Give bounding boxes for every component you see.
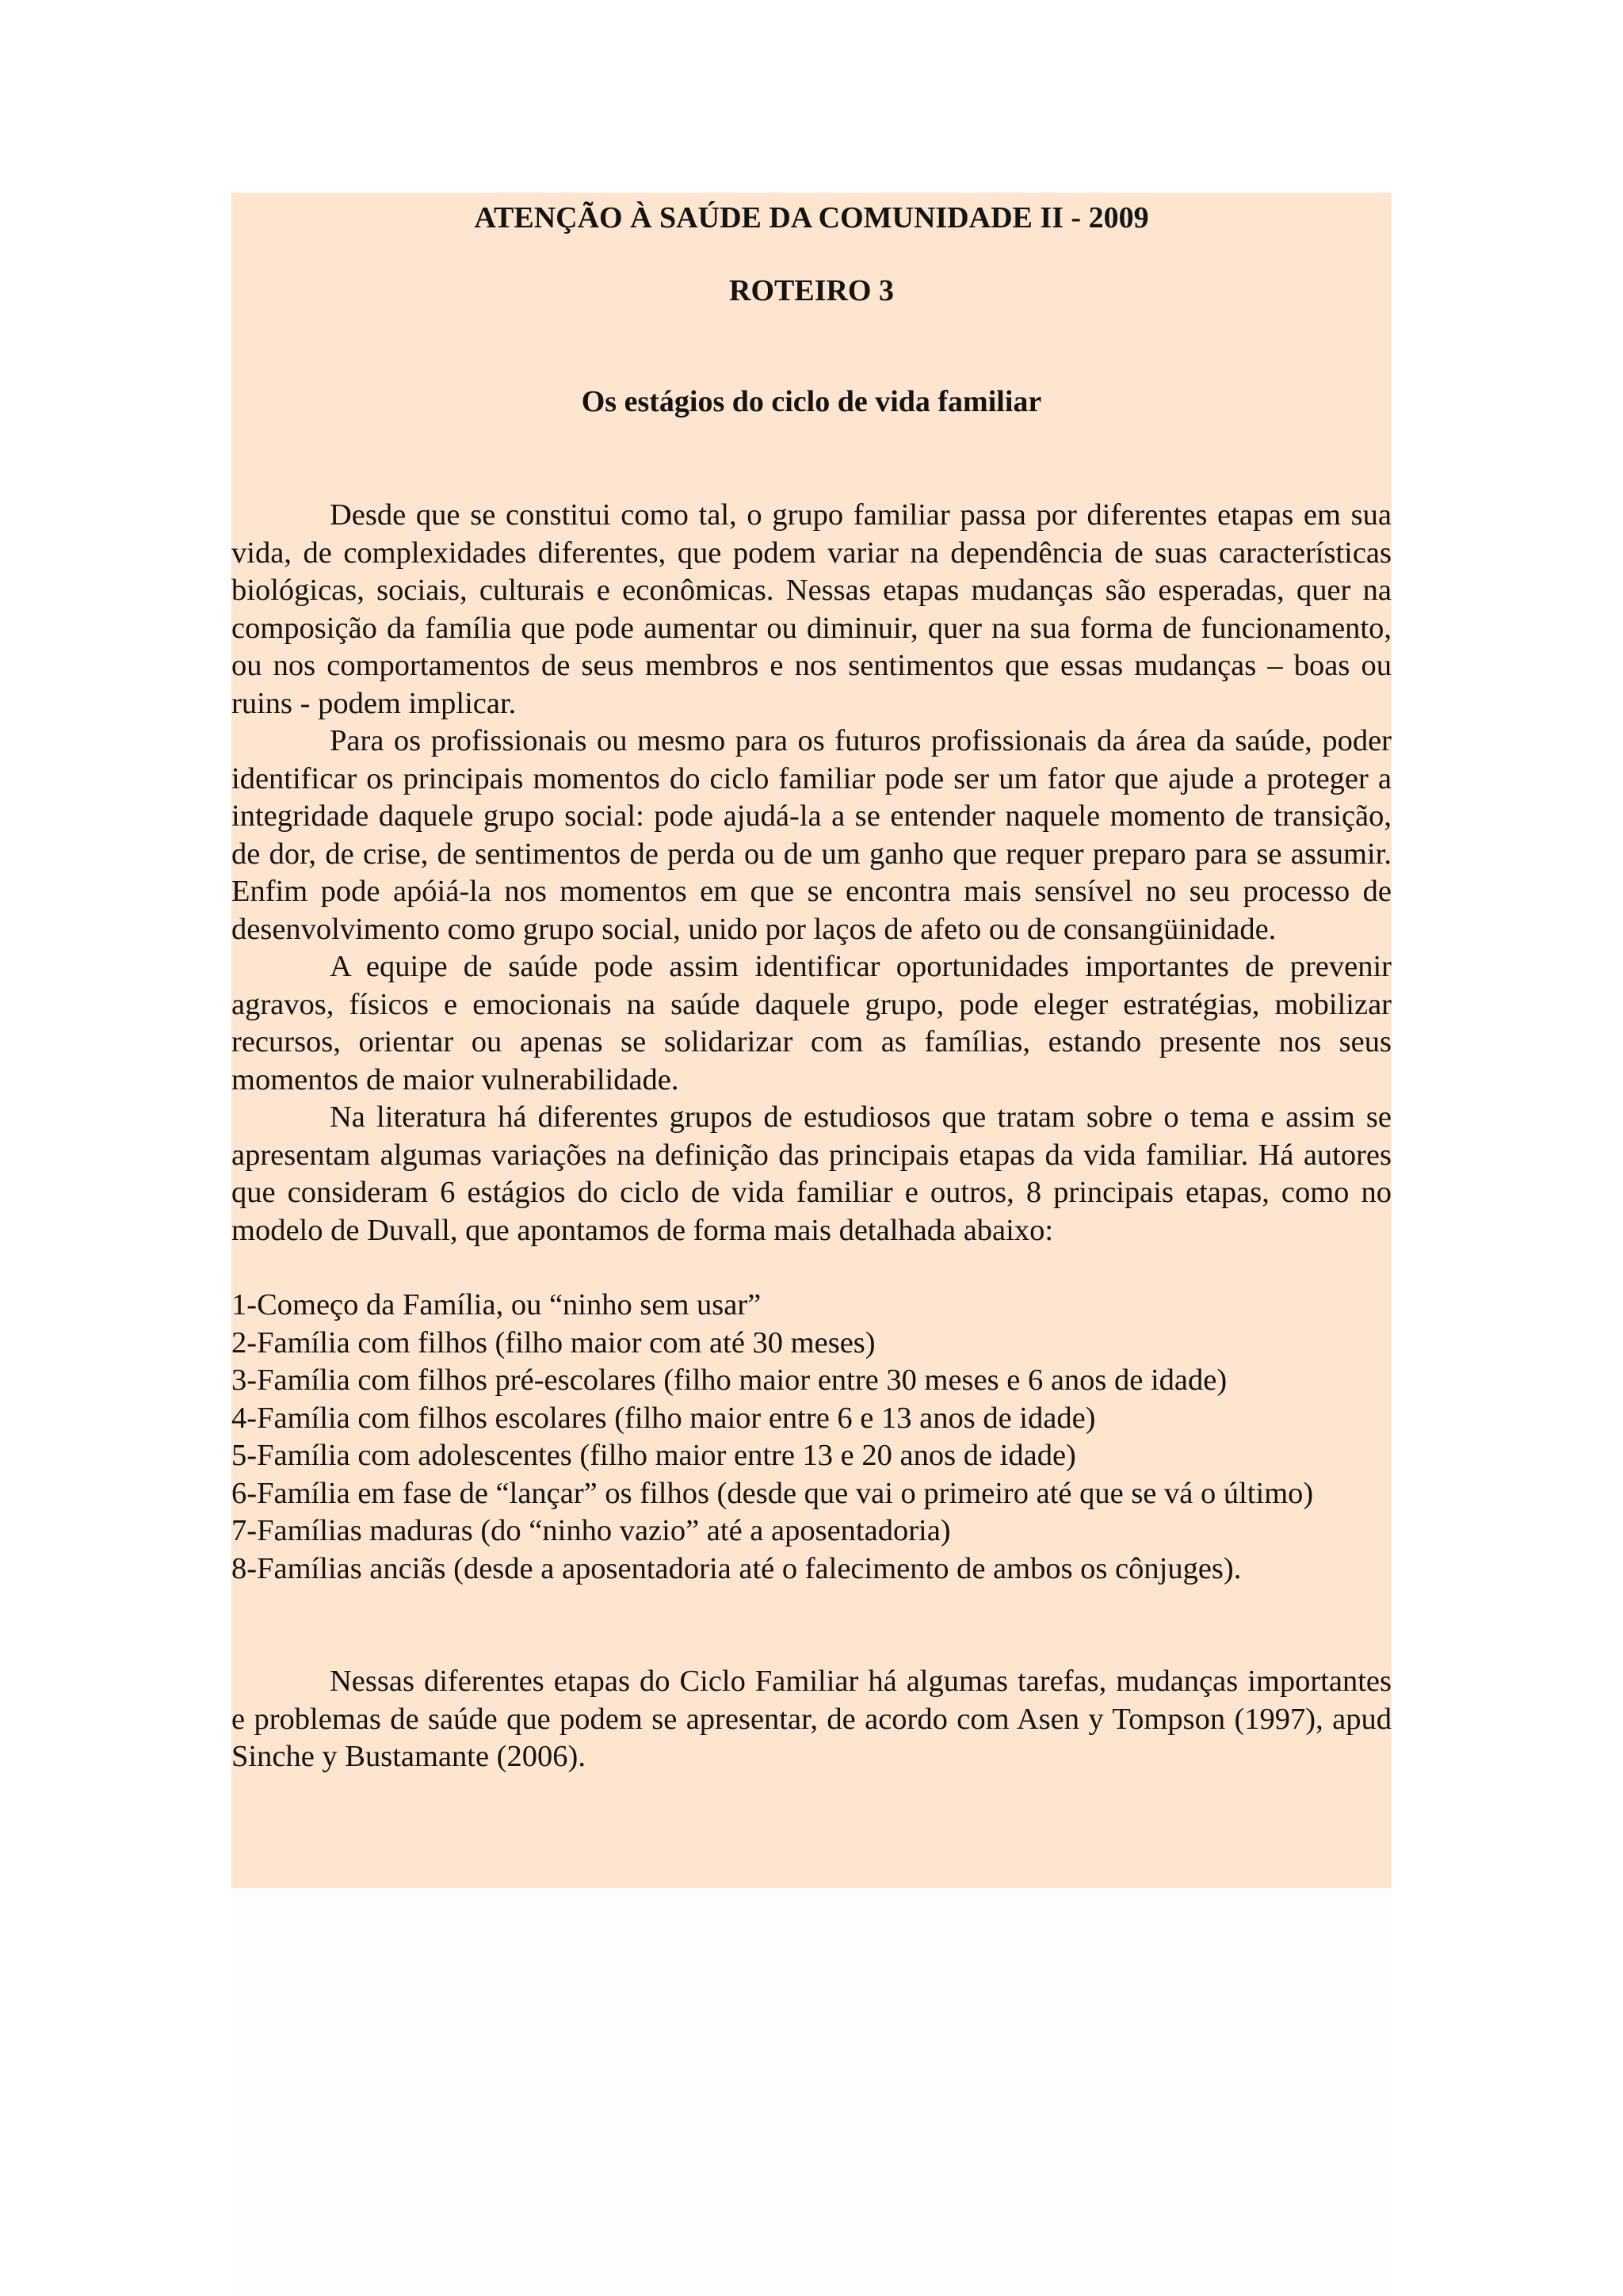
stage-item: 5-Família com adolescentes (filho maior entre 13 e 20 anos de idade) xyxy=(231,1439,1076,1472)
stage-item: 3-Família com filhos pré-escolares (filho maior entre 30 meses e 6 anos de idade) xyxy=(231,1363,1228,1397)
paragraph: A equipe de saúde pode assim identificar oportunidades importantes de prevenir agravos, físicos e emocionais na saúde daquele grupo, pode eleger estratégias, mobilizar recursos, orientar ou apenas se solidarizar com as famílias, estando presente nos seus momentos de maior vulnerabilidade. xyxy=(231,950,1392,1097)
stage-item: 6-Família em fase de “lançar” os filhos (desde que vai o primeiro até que se vá o último) xyxy=(231,1476,1314,1510)
paragraph: Desde que se constitui como tal, o grupo familiar passa por diferentes etapas em sua vida, de complexidades diferentes, que podem variar na dependência de suas características biológicas, sociais, culturais e econômicas. Nessas etapas mudanças são esperadas, quer na composição da família que pode aumentar ou diminuir, quer na sua forma de funcionamento, ou nos comportamentos de seus membros e nos sentimentos que essas mudanças – boas ou ruins - podem implicar. xyxy=(231,498,1392,720)
stage-item: 8-Famílias anciãs (desde a aposentadoria até o falecimento de ambos os cônjuges). xyxy=(231,1551,1242,1585)
stage-item: 7-Famílias maduras (do “ninho vazio” até a aposentadoria) xyxy=(231,1514,951,1547)
section-subtitle: Os estágios do ciclo de vida familiar xyxy=(581,385,1042,418)
paragraph: Para os profissionais ou mesmo para os futuros profissionais da área da saúde, poder identificar os principais momentos do ciclo familiar pode ser um fator que ajude a proteger a integridade daquele grupo social: pode ajudá-la a se entender naquele momento de transição, de dor, de crise, de sentimentos de perda ou de um ganho que requer preparo para se assumir. Enfim pode apóiá-la nos momentos em que se encontra mais sensível no seu processo de desenvolvimento como grupo social, unido por laços de afeto ou de consangüinidade. xyxy=(231,724,1392,946)
roteiro-heading: ROTEIRO 3 xyxy=(729,274,894,307)
body-text xyxy=(231,497,1392,1776)
closing-paragraph: Nessas diferentes etapas do Ciclo Familiar há algumas tarefas, mudanças importantes e problemas de saúde que podem se apresentar, de acordo com Asen y Tompson (1997), apud Sinche y Bustamante (2006). xyxy=(231,1665,1392,1773)
stage-item: 2-Família com filhos (filho maior com até 30 meses) xyxy=(231,1325,876,1360)
stage-item: 4-Família com filhos escolares (filho maior entre 6 e 13 anos de idade) xyxy=(231,1401,1096,1435)
document-title: ATENÇÃO À SAÚDE DA COMUNIDADE II - 2009 xyxy=(474,201,1149,235)
stages-list xyxy=(231,1287,1392,1588)
stage-item: 1-Começo da Família, ou “ninho sem usar” xyxy=(231,1288,762,1322)
paragraph: Na literatura há diferentes grupos de estudiosos que tratam sobre o tema e assim se apresentam algumas variações na definição das principais etapas da vida familiar. Há autores que consideram 6 estágios do ciclo de vida familiar e outros, 8 principais etapas, como no modelo de Duvall, que apontamos de forma mais detalhada abaixo: xyxy=(231,1100,1392,1247)
